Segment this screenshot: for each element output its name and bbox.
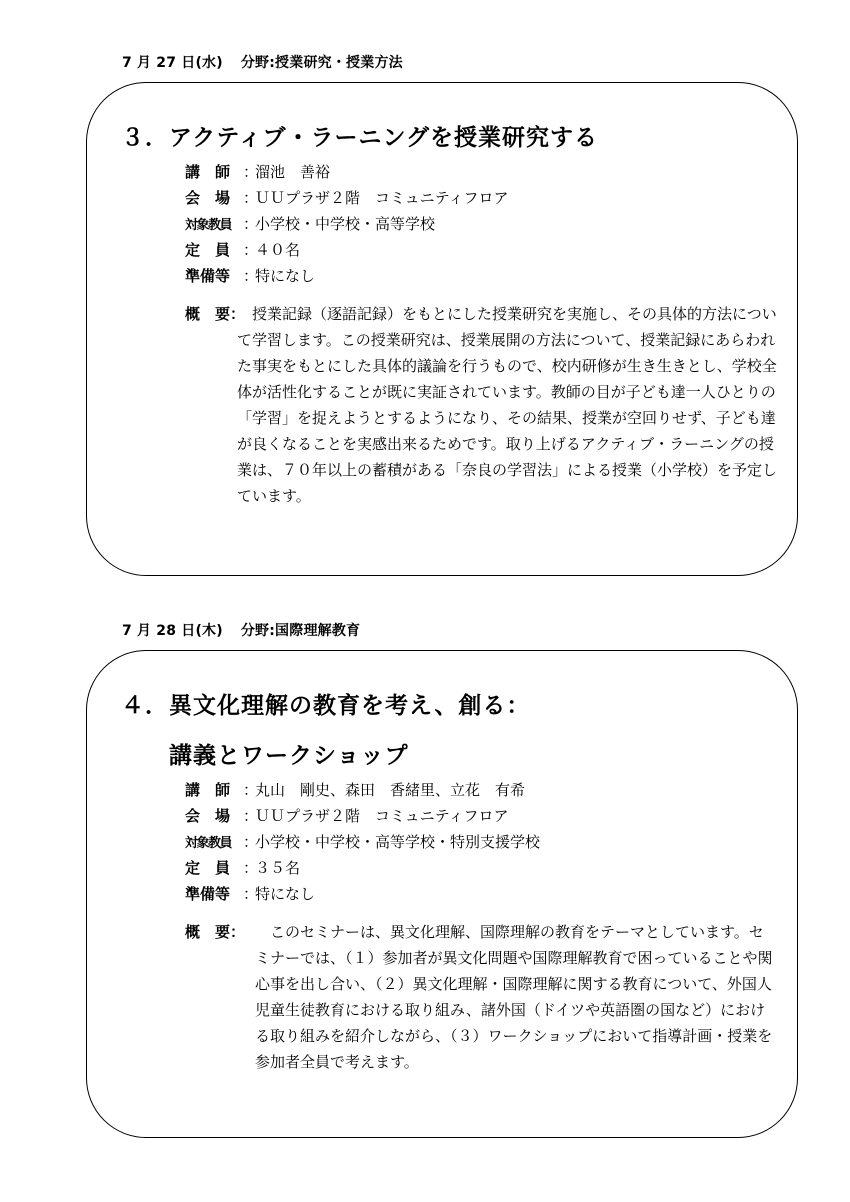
session-1-capacity: ４０名	[255, 241, 301, 259]
session-1-prep-row: 準備等 ：特になし	[185, 267, 316, 285]
session-1-summary-label: 概 要：	[185, 305, 246, 323]
session-1-date: 7 月 27 日(水)	[122, 55, 223, 71]
session-2-title: ４．異文化理解の教育を考え、創る：	[121, 693, 531, 719]
session-2-venue-row: 会 場 ：ＵＵプラザ２階 コミュニティフロア	[185, 807, 509, 825]
instructor-label: 講 師	[185, 781, 231, 799]
session-2-target-row: 対象教員 ：小学校・中学校・高等学校・特別支援学校	[185, 833, 541, 851]
session-1-title: ３．アクティブ・ラーニングを授業研究する	[121, 125, 599, 151]
session-1-target-row: 対象教員 ：小学校・中学校・高等学校	[185, 215, 436, 233]
session-1-field: 分野:授業研究・授業方法	[240, 55, 403, 71]
session-1-date-line	[122, 52, 403, 72]
session-2-capacity-row: 定 員 ：３５名	[185, 859, 301, 877]
session-2-capacity: ３５名	[255, 859, 301, 877]
session-1-summary: 授業記録（逐語記録）をもとにした授業研究を実施し、その具体的方法について学習します。この授業研究は、授業展開の方法について、授業記録にあらわれた事実をもとにした具体的議論を行うもので、校内研修が生き生きとし、学校全体が活性化することが既に実証されています。教師の目が子ども達一人ひとりの「学習」を捉えようとするようになり、その結果、授業が空回りせず、子ども達が良くなることを実感出来るためです。取り上げるアクティブ・ラーニングの授業は、７０年以上の蓄積がある「奈良の学習法」による授業（小学校）を予定しています。	[237, 305, 778, 505]
instructor-label: 講 師	[185, 163, 231, 181]
session-1-venue: ＵＵプラザ２階 コミュニティフロア	[255, 189, 509, 207]
venue-label: 会 場	[185, 807, 231, 825]
session-1-capacity-row: 定 員 ：４０名	[185, 241, 301, 259]
session-1-prep: 特になし	[255, 267, 316, 285]
prep-label: 準備等	[185, 267, 231, 285]
session-1-instructor-row: 講 師 ：溜池 善裕	[185, 163, 331, 181]
session-2-summary: このセミナーは、異文化理解、国際理解の教育をテーマとしています。セミナーでは、（１）参加者が異文化問題や国際理解教育で困っていることや関心事を出し合い、（２）異文化理解・国際理解に関する教育について、外国人児童生徒教育における取り組み、諸外国（ドイツや英語圏の国など）における取り組みを紹介しながら、（３）ワークショップにおいて指導計画・授業を参加者全員で考えます。	[255, 923, 773, 1071]
session-2-subtitle: 講義とワークショップ	[169, 743, 409, 769]
session-2-instructor-row: 講 師 ：丸山 剛史、森田 香緒里、立花 有希	[185, 781, 526, 799]
session-2-instructor: 丸山 剛史、森田 香緒里、立花 有希	[255, 781, 526, 799]
session-2-prep-row: 準備等 ：特になし	[185, 885, 316, 903]
session-2-date: 7 月 28 日(木)	[122, 623, 223, 639]
target-label: 対象教員	[185, 836, 232, 851]
session-2-date-line	[122, 620, 360, 640]
target-label: 対象教員	[185, 218, 232, 233]
session-2-summary-label: 概 要：	[185, 923, 246, 941]
session-2-card	[86, 650, 798, 1138]
prep-label: 準備等	[185, 885, 231, 903]
session-1-venue-row: 会 場 ：ＵＵプラザ２階 コミュニティフロア	[185, 189, 509, 207]
venue-label: 会 場	[185, 189, 231, 207]
session-2-prep: 特になし	[255, 885, 316, 903]
capacity-label: 定 員	[185, 859, 231, 877]
session-2-venue: ＵＵプラザ２階 コミュニティフロア	[255, 807, 509, 825]
session-2-field: 分野:国際理解教育	[240, 623, 361, 639]
session-1-card	[86, 82, 798, 576]
session-1-instructor: 溜池 善裕	[255, 163, 331, 181]
capacity-label: 定 員	[185, 241, 231, 259]
session-1-target: 小学校・中学校・高等学校	[255, 215, 436, 233]
session-2-target: 小学校・中学校・高等学校・特別支援学校	[255, 833, 541, 851]
